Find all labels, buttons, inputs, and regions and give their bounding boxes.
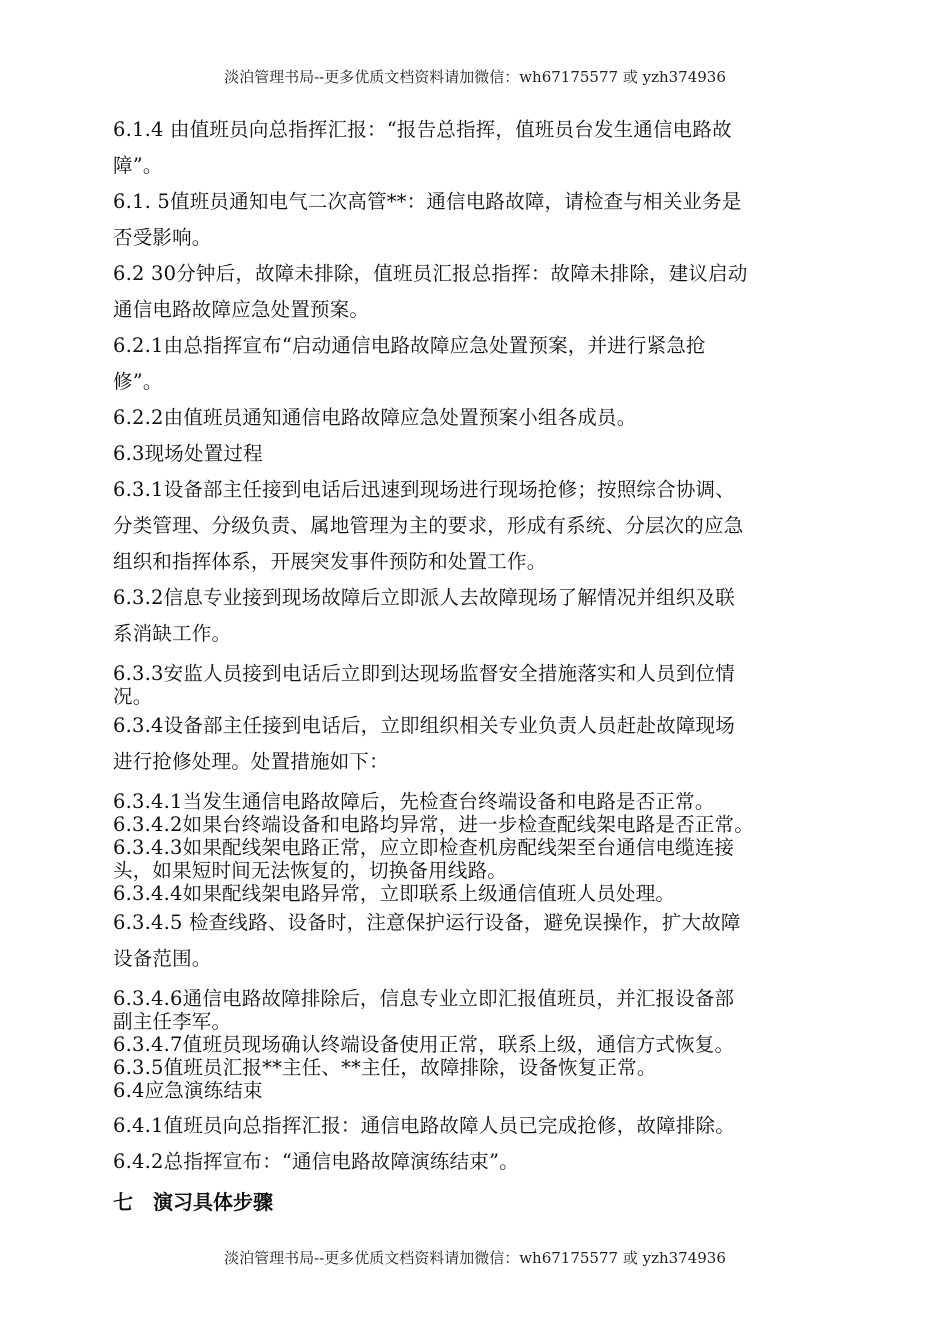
text-line: 6.3.4.2如果台终端设备和电路均异常，进一步检查配线架电路是否正常。 xyxy=(113,813,754,836)
text-line: 6.3现场处置过程 xyxy=(113,442,263,465)
text-line: 否受影响。 xyxy=(113,226,212,249)
text-line: 6.4.2总指挥宣布：“通信电路故障演练结束”。 xyxy=(113,1150,519,1173)
text-line: 6.3.5值班员汇报**主任、**主任，故障排除，设备恢复正常。 xyxy=(113,1056,657,1079)
section-heading: 七 演习具体步骤 xyxy=(113,1190,273,1214)
text-line: 通信电路故障应急处置预案。 xyxy=(113,298,370,321)
text-line: 进行抢修处理。处置措施如下： xyxy=(113,750,389,773)
text-line: 6.2 30分钟后，故障未排除，值班员汇报总指挥：故障未排除，建议启动 xyxy=(113,262,748,285)
text-line: 修”。 xyxy=(113,370,163,393)
text-line: 6.3.3安监人员接到电话后立即到达现场监督安全措施落实和人员到位情 xyxy=(113,662,735,685)
text-line: 6.3.4.3如果配线架电路正常，应立即检查机房配线架至台通信电缆连接 xyxy=(113,836,735,859)
text-line: 况。 xyxy=(113,685,153,708)
text-line: 6.3.4.5 检查线路、设备时，注意保护运行设备，避免误操作，扩大故障 xyxy=(113,911,741,934)
text-line: 6.1.4 由值班员向总指挥汇报：“报告总指挥，值班员台发生通信电路故 xyxy=(113,118,732,141)
text-line: 6.3.4.7值班员现场确认终端设备使用正常，联系上级，通信方式恢复。 xyxy=(113,1033,735,1056)
text-line: 6.3.4.6通信电路故障排除后，信息专业立即汇报值班员，并汇报设备部 xyxy=(113,987,735,1010)
page-header: 淡泊管理书局--更多优质文档资料请加微信：wh67175577 或 yzh374936 xyxy=(224,68,726,86)
text-line: 组织和指挥体系，开展突发事件预防和处置工作。 xyxy=(113,550,547,573)
text-line: 障”。 xyxy=(113,154,163,177)
document-body xyxy=(113,112,837,1220)
text-line: 6.3.4.1当发生通信电路故障后，先检查台终端设备和电路是否正常。 xyxy=(113,790,715,813)
text-line: 6.2.2由值班员通知通信电路故障应急处置预案小组各成员。 xyxy=(113,406,637,429)
text-line: 6.4应急演练结束 xyxy=(113,1079,263,1102)
text-line: 6.3.2信息专业接到现场故障后立即派人去故障现场了解情况并组织及联 xyxy=(113,586,735,609)
page-footer: 淡泊管理书局--更多优质文档资料请加微信：wh67175577 或 yzh374936 xyxy=(224,1249,726,1267)
text-line: 6.4.1值班员向总指挥汇报：通信电路故障人员已完成抢修，故障排除。 xyxy=(113,1114,735,1137)
text-line: 系消缺工作。 xyxy=(113,622,232,645)
text-line: 6.1. 5值班员通知电气二次高管**：通信电路故障，请检查与相关业务是 xyxy=(113,190,742,213)
text-line: 副主任李军。 xyxy=(113,1010,232,1033)
text-line: 分类管理、分级负责、属地管理为主的要求，形成有系统、分层次的应急 xyxy=(113,514,744,537)
text-line: 头，如果短时间无法恢复的，切换备用线路。 xyxy=(113,859,508,882)
text-line: 6.2.1由总指挥宣布“启动通信电路故障应急处置预案，并进行紧急抢 xyxy=(113,334,706,357)
text-line: 6.3.4.4如果配线架电路异常，立即联系上级通信值班人员处理。 xyxy=(113,882,676,905)
text-line: 设备范围。 xyxy=(113,947,212,970)
text-line: 6.3.4设备部主任接到电话后，立即组织相关专业负责人员赶赴故障现场 xyxy=(113,714,735,737)
text-line: 6.3.1设备部主任接到电话后迅速到现场进行现场抢修；按照综合协调、 xyxy=(113,478,735,501)
